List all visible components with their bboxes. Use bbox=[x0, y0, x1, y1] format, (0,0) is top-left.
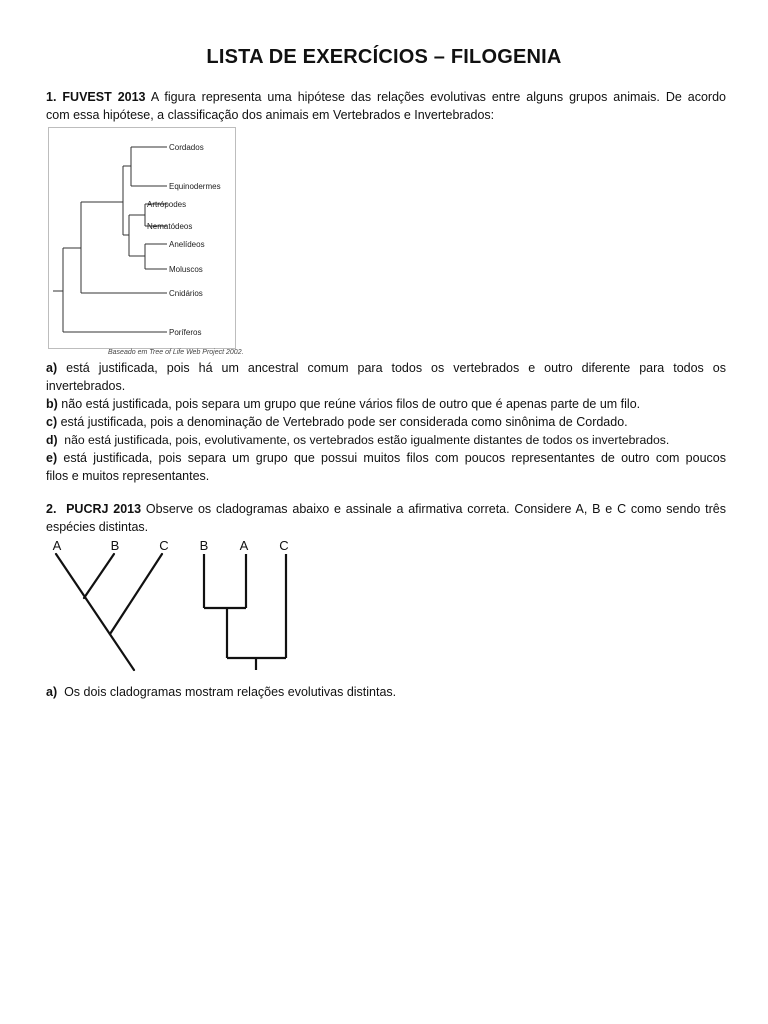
question-1-number: 1. bbox=[46, 90, 57, 104]
question-2-number: 2. bbox=[46, 502, 57, 516]
option-b bbox=[46, 395, 726, 413]
tree-label-moluscos: Moluscos bbox=[169, 265, 203, 274]
cladogram-1 bbox=[44, 536, 174, 674]
tree-label-equinodermes: Equinodermes bbox=[169, 182, 221, 191]
option-a-continuation: invertebrados. bbox=[46, 379, 126, 393]
option-text: Os dois cladogramas mostram relações evolutivas distintas. bbox=[64, 685, 397, 699]
question-1-statement bbox=[46, 88, 726, 124]
tree-label-poriferos: Poríferos bbox=[169, 328, 202, 337]
cladogram-2-label-c: C bbox=[279, 538, 289, 553]
phylogenetic-tree bbox=[49, 128, 235, 348]
tree-label-cnidarios: Cnidários bbox=[169, 289, 203, 298]
cladogram-2-label-a: A bbox=[239, 538, 249, 553]
option-e-continuation: filos e muitos representantes. bbox=[46, 469, 210, 483]
option-d bbox=[46, 431, 726, 449]
option-c bbox=[46, 413, 726, 431]
option-text: está justificada, pois separa um grupo que possui muitos filos com poucos representantes de outro com poucos bbox=[63, 451, 726, 465]
question-2-source: PUCRJ 2013 bbox=[66, 502, 142, 516]
cladogram-1-label-c: C bbox=[159, 538, 169, 553]
tree-label-artropodes: Artrópodes bbox=[147, 200, 187, 209]
phylogenetic-tree-figure bbox=[48, 127, 236, 349]
option-letter: c) bbox=[46, 415, 58, 429]
option-e bbox=[46, 449, 726, 467]
question-1-text-line2: com essa hipótese, a classificação dos animais em Vertebrados e Invertebrados: bbox=[46, 108, 495, 122]
cladogram-1-label-b: B bbox=[110, 538, 120, 553]
option-letter: e) bbox=[46, 451, 58, 465]
option-a bbox=[46, 359, 726, 377]
page-title: LISTA DE EXERCÍCIOS – FILOGENIA bbox=[206, 46, 562, 68]
question-1-options bbox=[46, 359, 726, 485]
question-1-source: FUVEST 2013 bbox=[62, 90, 146, 104]
cladogram-1-label-a: A bbox=[52, 538, 62, 553]
option-text: não está justificada, pois separa um grupo que reúne vários filos de outro que é apenas parte de um filo. bbox=[61, 397, 641, 411]
option-text: está justificada, pois há um ancestral comum para todos os vertebrados e outro diferente para todos os bbox=[66, 361, 726, 375]
tree-label-cordados: Cordados bbox=[169, 143, 204, 152]
option-letter: a) bbox=[46, 361, 58, 375]
cladogram-2 bbox=[194, 536, 298, 674]
tree-caption: Baseado em Tree of Life Web Project 2002. bbox=[108, 349, 244, 356]
question-2-text-line2: espécies distintas. bbox=[46, 520, 149, 534]
option-letter: a) bbox=[46, 685, 58, 699]
tree-label-anelideos: Anelídeos bbox=[169, 240, 205, 249]
cladogram-2-label-b: B bbox=[199, 538, 209, 553]
option-text: está justificada, pois a denominação de Vertebrado pode ser considerada como sinônima de Cordado. bbox=[60, 415, 628, 429]
question-2-text-line1: Observe os cladogramas abaixo e assinale a afirmativa correta. Considere A, B e C como sendo três bbox=[145, 502, 726, 516]
option-text: não está justificada, pois, evolutivamente, os vertebrados estão igualmente distantes de todos os invertebrados. bbox=[64, 433, 670, 447]
question-2-option-a bbox=[46, 683, 726, 701]
option-letter: b) bbox=[46, 397, 58, 411]
question-1-text-line1: A figura representa uma hipótese das relações evolutivas entre alguns grupos animais. De acordo bbox=[150, 90, 726, 104]
tree-label-nematodeos: Nematódeos bbox=[147, 222, 193, 231]
option-letter: d) bbox=[46, 433, 58, 447]
question-2-statement bbox=[46, 500, 726, 536]
